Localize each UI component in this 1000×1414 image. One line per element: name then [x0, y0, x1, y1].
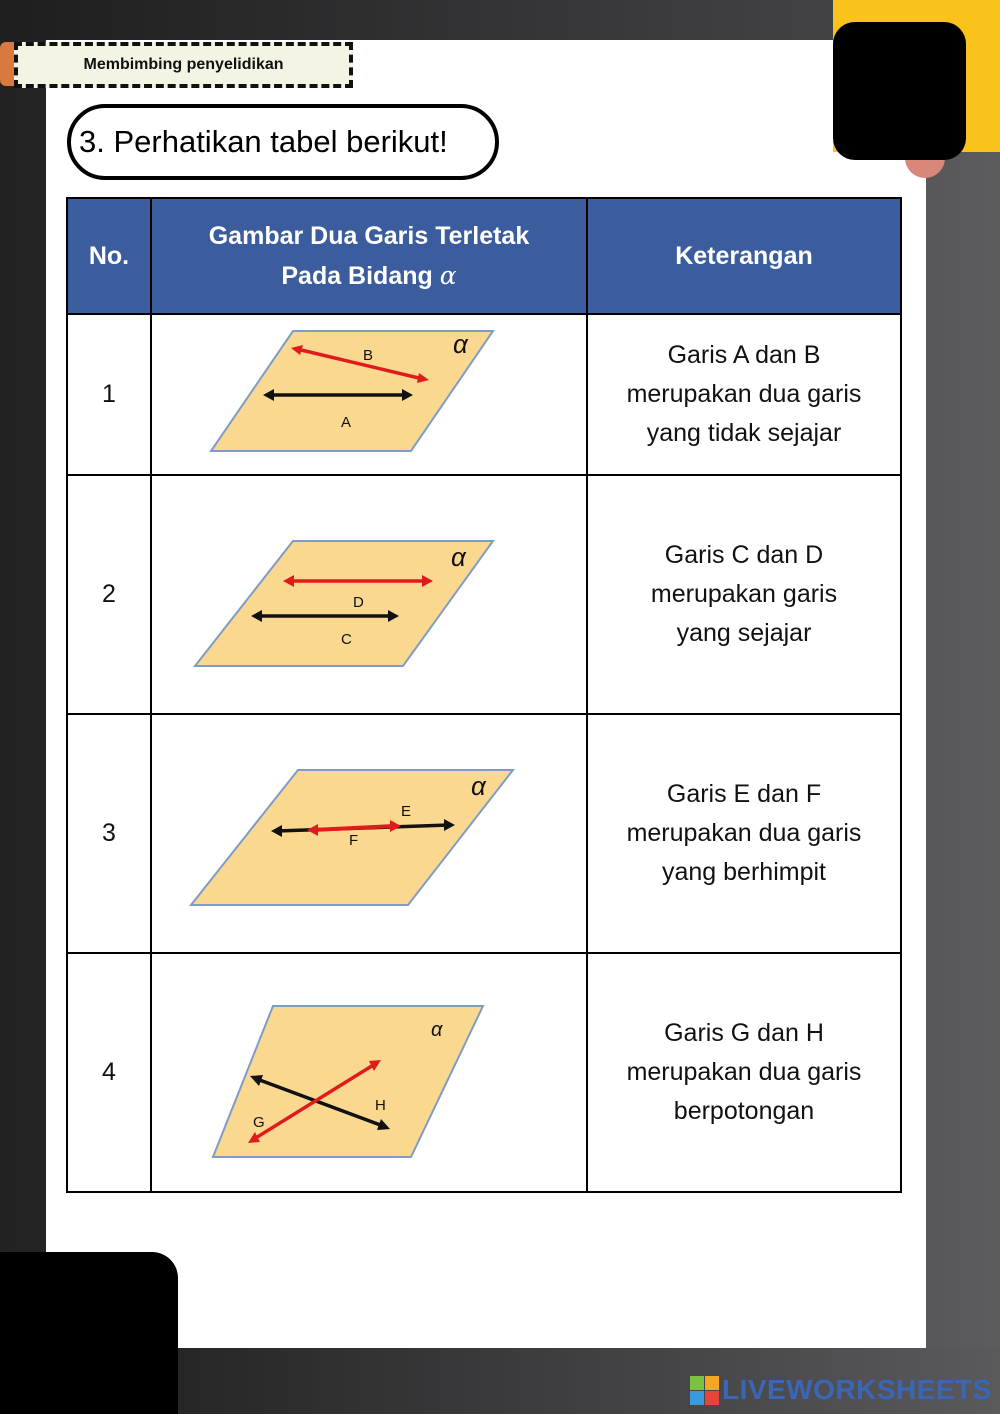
- plane-alpha-label: α: [431, 1019, 443, 1041]
- diagram-coincident-lines: [153, 715, 585, 945]
- section-tag: [14, 42, 353, 88]
- description-line: merupakan dua garis: [626, 819, 862, 847]
- plane-alpha-label: α: [471, 771, 486, 801]
- table-row: [67, 953, 901, 1192]
- liveworksheets-logo: [690, 1374, 992, 1406]
- logo-text: LIVEWORKSHEETS: [722, 1374, 992, 1405]
- line-h-label: H: [375, 1097, 386, 1114]
- line-a-label: A: [341, 414, 352, 431]
- description-line: yang tidak sejajar: [646, 419, 842, 447]
- logo-tile: [705, 1391, 719, 1405]
- row-number: 2: [67, 475, 151, 714]
- description-cell: [587, 475, 901, 714]
- line-f-label: F: [349, 832, 359, 849]
- header-gambar: [151, 198, 587, 314]
- plane-alpha-label: α: [451, 542, 466, 572]
- table-row: [67, 714, 901, 953]
- top-right-black-box: [833, 22, 966, 160]
- line-e-label: E: [401, 803, 412, 820]
- logo-grid-icon: [690, 1376, 719, 1405]
- diagram-cell: [151, 475, 587, 714]
- line-d-label: D: [353, 594, 364, 611]
- row-number: 4: [67, 953, 151, 1192]
- description-line: merupakan dua garis: [626, 1058, 862, 1086]
- description-line: Garis G dan H: [664, 1019, 824, 1047]
- table-header-row: [67, 198, 901, 314]
- description-cell: [587, 714, 901, 953]
- description-cell: [587, 953, 901, 1192]
- diagram-cell: [151, 953, 587, 1192]
- description-line: yang sejajar: [676, 619, 812, 647]
- diagram-cell: [151, 714, 587, 953]
- line-g-label: G: [253, 1114, 265, 1131]
- question-title: [67, 104, 499, 180]
- description-line: merupakan garis: [650, 580, 838, 608]
- table-row: [67, 314, 901, 475]
- line-relations-table: [66, 197, 902, 1193]
- description-cell: [587, 314, 901, 475]
- plane-alpha-label: α: [453, 329, 468, 359]
- logo-tile: [705, 1376, 719, 1390]
- description-line: Garis E dan F: [666, 780, 822, 808]
- diagram-parallel-lines: [153, 476, 585, 706]
- header-gambar-line1: Gambar Dua Garis Terletak: [208, 222, 530, 250]
- row-number: 3: [67, 714, 151, 953]
- alpha-symbol: α: [439, 261, 457, 290]
- description-line: berpotongan: [673, 1097, 815, 1125]
- diagram-intersecting-lines: [153, 954, 585, 1184]
- description-line: merupakan dua garis: [626, 380, 862, 408]
- line-c-label: C: [341, 631, 352, 648]
- diagram-cell: [151, 314, 587, 475]
- header-gambar-line2: Pada Bidang: [281, 262, 433, 290]
- plane-alpha: [211, 331, 493, 451]
- row-number: 1: [67, 314, 151, 475]
- description-line: yang berhimpit: [662, 858, 826, 886]
- description-line: Garis C dan D: [664, 541, 824, 569]
- question-text: 3. Perhatikan tabel berikut!: [79, 124, 448, 159]
- logo-tile: [690, 1391, 704, 1405]
- orange-strip-decoration: [0, 42, 14, 86]
- header-no: No.: [67, 198, 151, 314]
- logo-tile: [690, 1376, 704, 1390]
- line-b-label: B: [363, 347, 374, 364]
- section-tag-label: Membimbing penyelidikan: [83, 56, 284, 73]
- bottom-left-black-box: [0, 1252, 178, 1414]
- description-line: Garis A dan B: [667, 341, 821, 369]
- header-keterangan: Keterangan: [587, 198, 901, 314]
- diagram-non-parallel-lines: [153, 315, 585, 467]
- table-row: [67, 475, 901, 714]
